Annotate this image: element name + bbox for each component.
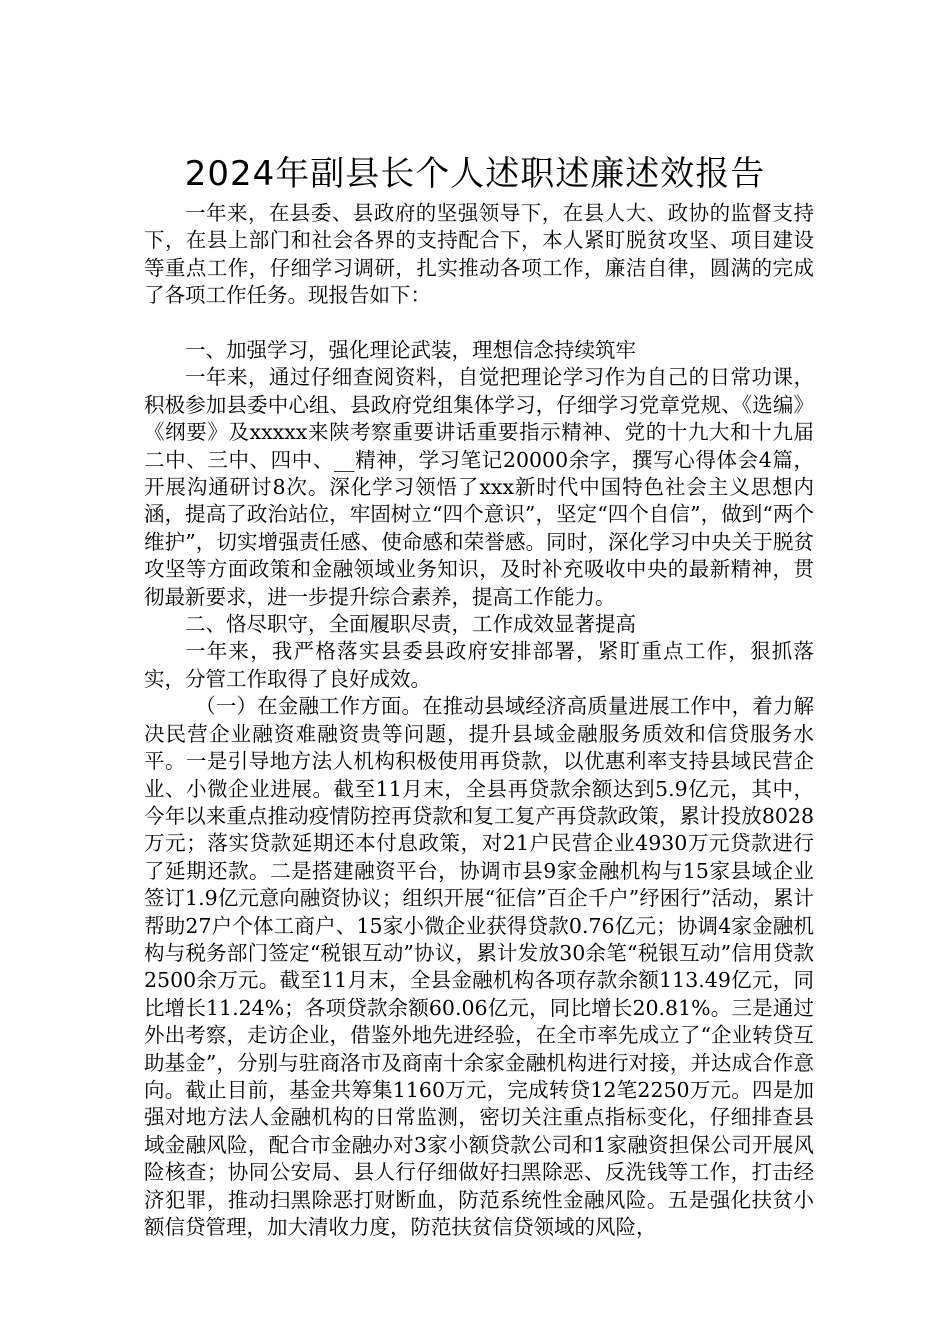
subsection-paragraph-1: （一）在金融工作方面。在推动县域经济高质量进展工作中，着力解决民营企业融资难融资贵等问题，提升县域金融服务质效和信贷服务水平。一是引导地方法人机构积极使用再贷款，以优惠利率支持县域民营企业、小微企业进展。截至11月末，全县再贷款余额达到5.9亿元，其中，今年以来重点推动疫情防控再贷款和复工复产再贷款政策，累计投放8028万元；落实贷款延期还本付息政策，对21户民营企业4930万元贷款进行了延期还款。二是搭建融资平台，协调市县9家金融机构与15家县域企业签订1.9亿元意向融资协议；组织开展“征信”百企千户”纾困行”活动，累计帮助27户个体工商户、15家小微企业获得贷款0.76亿元；协调4家金融机构与税务部门签定“税银互动”协议，累计发放30余笔“税银互动”信用贷款2500余万元。截至11月末，全县金融机构各项存款余额113.49亿元，同比增长11.24%；各项贷款余额60.06亿元，同比增长20.81%。三是通过外出考察，走访企业，借鉴外地先进经验，在全市率先成立了“企业转贷互助基金”，分别与驻商洛市及商南十余家金融机构进行对接，并达成合作意向。截止目前，基金共筹集1160万元，完成转贷12笔2250万元。四是加强对地方法人金融机构的日常监测，密切关注重点指标变化，仔细排查县域金融风险，配合市金融办对3家小额贷款公司和1家融资担保公司开展风险核查；协同公安局、县人行仔细做好扫黑除恶、反洗钱等工作，打击经济犯罪，推动扫黑除恶打财断血，防范系统性金融风险。五是强化扶贫小额信贷管理，加大清收力度，防范扶贫信贷领域的风险， — [144, 694, 814, 1240]
document-body — [144, 200, 814, 1241]
section-heading-1: 一、加强学习，强化理论武装，理想信念持续筑牢 — [185, 338, 636, 363]
section-heading-2: 二、恪尽职守，全面履职尽责，工作成效显著提高 — [185, 612, 636, 637]
section-paragraph-1: 一年来，通过仔细查阅资料，自觉把理论学习作为自己的日常功课，积极参加县委中心组、县政府党组集体学习，仔细学习党章党规、《选编》《纲要》及xxxxx来陕考察重要讲话重要指示精神、党的十九大和十九届二中、三中、四中、__精神，学习笔记20000余字，撰写心得体会4篇，开展沟通研讨8次。深化学习领悟了xxx新时代中国特色社会主义思想内涵，提高了政治站位，牢固树立“四个意识”，坚定“四个自信”，做到“两个维护”，切实增强责任感、使命感和荣誉感。同时，深化学习中央关于脱贫攻坚等方面政策和金融领域业务知识，及时补充吸收中央的最新精神，贯彻最新要求，进一步提升综合素养，提高工作能力。 — [144, 365, 814, 609]
paragraph-gap — [144, 310, 814, 337]
document-title: 2024年副县长个人述职述廉述效报告 — [184, 153, 766, 194]
section-paragraph-2: 一年来，我严格落实县委县政府安排部署，紧盯重点工作，狠抓落实，分管工作取得了良好成效。 — [144, 639, 814, 691]
intro-paragraph: 一年来，在县委、县政府的坚强领导下，在县人大、政协的监督支持下，在县上部门和社会各界的支持配合下，本人紧盯脱贫攻坚、项目建设等重点工作，仔细学习调研，扎实推动各项工作，廉洁自律，圆满的完成了各项工作任务。现报告如下： — [144, 201, 814, 308]
